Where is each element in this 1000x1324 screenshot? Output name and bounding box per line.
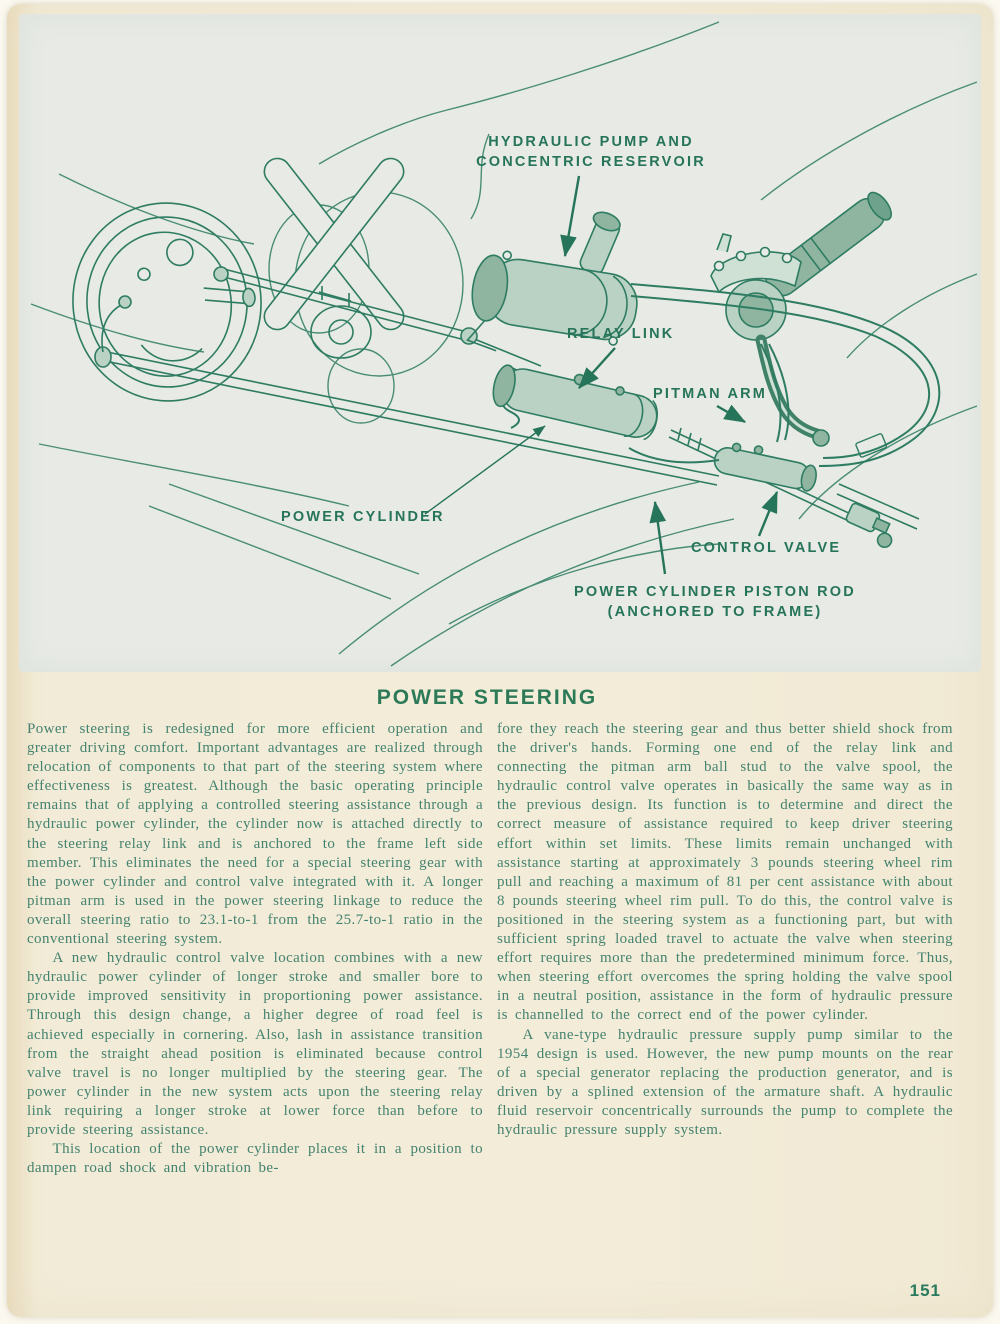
paragraph: This location of the power cylinder places it in a position to dampen road shock and vibration be- [27,1141,483,1177]
label-hydraulic-pump-line2: CONCENTRIC RESERVOIR [476,154,706,170]
car-body-outline [31,22,977,666]
label-control-valve: CONTROL VALVE [691,540,842,556]
arrow-to-relay-link [579,348,615,388]
page-number: 151 [909,1281,941,1300]
arrow-to-control-valve [759,492,777,536]
label-pitman-arm: PITMAN ARM [653,386,768,402]
power-steering-drawing [19,14,981,672]
page-title: POWER STEERING [376,686,598,709]
hydraulic-pump [464,191,651,371]
label-hydraulic-pump-line1: HYDRAULIC PUMP AND [488,134,694,150]
figure-power-steering-diagram [19,14,981,672]
label-piston-rod-line1: POWER CYLINDER PISTON ROD [574,584,856,600]
label-power-cylinder: POWER CYLINDER [281,509,445,525]
leader-to-power-cylinder [425,426,545,514]
label-relay-link: RELAY LINK [567,326,675,342]
pitman-arm-part [761,340,829,446]
paragraph: A new hydraulic control valve location combines with a new hydraulic power cylinder of longer stroke and smaller bore to provide improved sensitivity in proportioning power assistance. Through this design change, a higher degree of road feel is achieved especially in cornering. Also, lash in assistance transition from the straight ahead position is eliminated because control valve travel is no longer multiplied by the steering gear. The power cylinder in the new system acts upon the steering relay link requiring a longer stroke at lower force than before to provide steering assistance. [27,950,483,1138]
left-column [27,720,483,1178]
arrow-to-pump [565,176,579,256]
steering-gear-column [711,189,896,340]
brake-drum [63,194,271,411]
paragraph: A vane-type hydraulic pressure supply pump similar to the 1954 design is used. However, the new pump mounts on the rear of a special generator replacing the production generator, and is driven by a splined extension of the armature shaft. A hydraulic fluid reservoir concentrically surrounds the pump to complete the hydraulic pressure supply system. [497,1026,953,1138]
paragraph: fore they reach the steering gear and thus better shield shock from the driver's hands. Forming one end of the relay link and connecting the pitman arm ball stud to the valve spool, the hydraulic control valve operates in basically the same way as in the previous design. Its function is to determine and direct the correct measure of assistance required to keep driver steering effort within set limits. These limits remain unchanged with assistance starting at approximately 3 pounds steering wheel rim pull and reaching a maximum of 81 per cent assistance with about 8 pounds steering wheel rim pull. To do this, the control valve is positioned in the steering system as a functioning part, but with sufficient spring loaded travel to actuate the valve when steering effort requires more than the predetermined minimum force. Thus, when steering effort overcomes the spring holding the valve spool in a neutral position, assistance in the form of hydraulic pressure is channelled to the correct end of the power cylinder. [497,721,953,1024]
paragraph: Power steering is redesigned for more efficient operation and greater driving comfort. Important advantages are realized through relocation of components to that part of the steering system where effectiveness is greatest. Although the basic operating principle remains that of applying a controlled steering assistance through a hydraulic power cylinder, the cylinder now is attached directly to the steering relay link and is anchored to the frame left side member. This eliminates the need for a special steering gear with the power cylinder and control valve integrated with it. A longer pitman arm is used in the power steering linkage to reduce the overall steering ratio to 23.1-to-1 from the 25.7-to-1 ratio in the conventional steering system. [27,721,483,948]
article-body [27,720,953,1178]
right-column [497,720,953,1178]
label-piston-rod-line2: (ANCHORED TO FRAME) [607,604,823,620]
control-valve-part [712,438,820,493]
scanned-manual-page [7,4,993,1317]
engine-fan-icon [259,153,409,358]
arrow-to-pitman-arm [717,406,745,422]
